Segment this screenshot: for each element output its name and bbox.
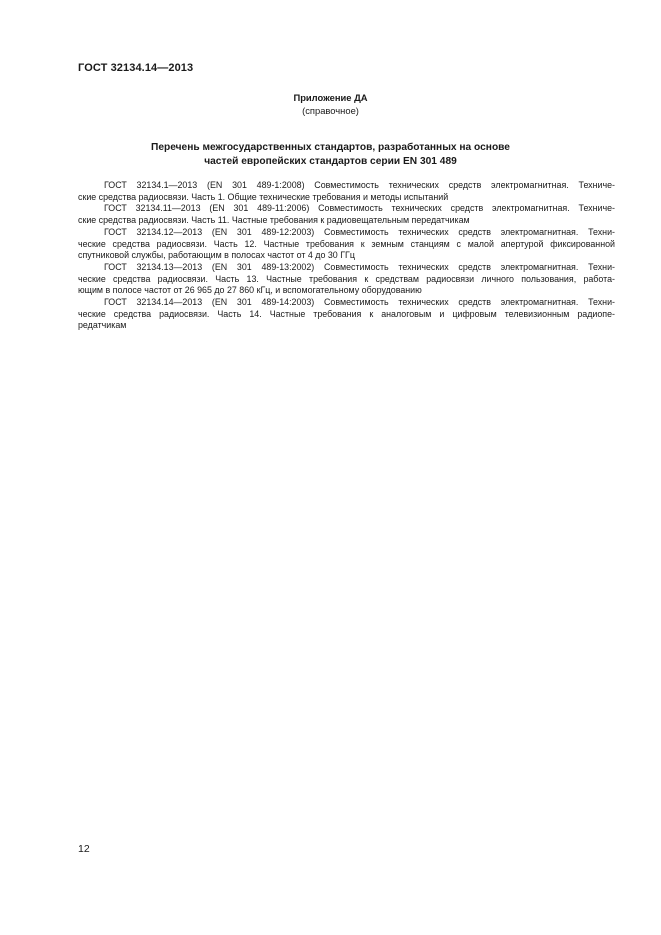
appendix-title: Приложение ДА xyxy=(293,92,368,103)
entry-line: ГОСТ 32134.13—2013 (EN 301 489-13:2002) Совместимость технических средств электромагнитная. Техни- xyxy=(104,261,615,272)
standard-entry-1 xyxy=(78,180,615,203)
entry-line: ские средства радиосвязи. Часть 1. Общие технические требования и методы испытаний xyxy=(78,191,449,202)
entry-line: ческие средства радиосвязи. Часть 13. Частные требования к средствам радиосвязи личного пользования, работа- xyxy=(78,273,615,284)
entry-line: ГОСТ 32134.12—2013 (EN 301 489-12:2003) Совместимость технических средств электромагнитная. Техни- xyxy=(104,226,615,237)
appendix-heading xyxy=(0,91,661,117)
entry-line: ГОСТ 32134.14—2013 (EN 301 489-14:2003) Совместимость технических средств электромагнитная. Техни- xyxy=(104,297,615,308)
entry-line: ющим в полосе частот от 26 965 до 27 860 кГц, и вспомогательному оборудованию xyxy=(78,285,422,296)
entry-line: ГОСТ 32134.11—2013 (EN 301 489-11:2006) Совместимость технических средств электромагнитная. Техниче- xyxy=(104,203,615,214)
entry-line: ские средства радиосвязи. Часть 11. Частные требования к радиовещательным передатчикам xyxy=(78,215,470,226)
entry-line: ческие средства радиосвязи. Часть 14. Частные требования к аналоговым и цифровым телевизионным радиопе- xyxy=(78,308,615,319)
list-heading-line-1: Перечень межгосударственных стандартов, разработанных на основе xyxy=(151,142,510,153)
standards-list xyxy=(78,180,615,332)
document-code: ГОСТ 32134.14—2013 xyxy=(78,62,194,74)
list-heading-line-2: частей европейских стандартов серии EN 301 489 xyxy=(204,156,457,167)
standard-entry-13 xyxy=(78,262,615,297)
list-heading xyxy=(0,141,661,169)
entry-line: ГОСТ 32134.1—2013 (EN 301 489-1:2008) Совместимость технических средств электромагнитная. Техниче- xyxy=(104,180,615,190)
standard-entry-14 xyxy=(78,297,615,332)
entry-line: ческие средства радиосвязи. Часть 12. Частные требования к земным станциям с малой апертурой фиксированной xyxy=(78,238,615,249)
standard-entry-12 xyxy=(78,227,615,262)
page-number: 12 xyxy=(78,843,90,855)
appendix-subtitle: (справочное) xyxy=(302,105,359,116)
entry-line: редатчикам xyxy=(78,320,127,331)
standard-entry-11 xyxy=(78,203,615,226)
entry-line: спутниковой службы, работающим в полосах частот от 4 до 30 ГГц xyxy=(78,250,355,261)
